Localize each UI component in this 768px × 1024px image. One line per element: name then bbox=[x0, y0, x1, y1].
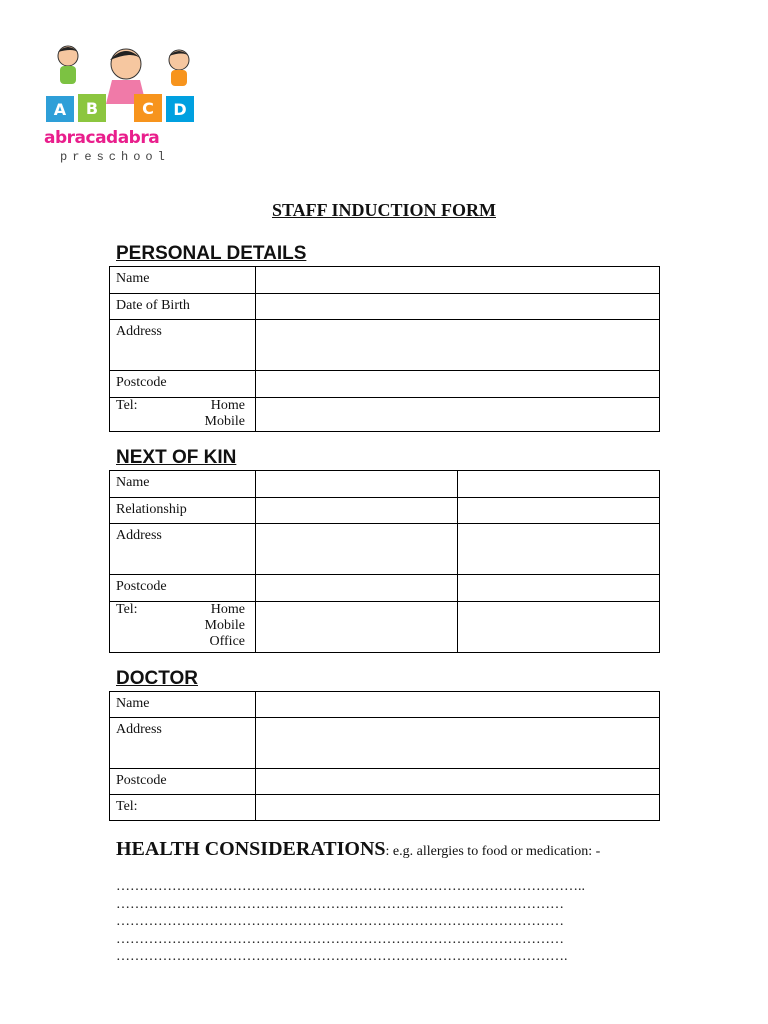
answer-line[interactable]: …………………………………………………………………………………… bbox=[116, 914, 564, 929]
address-label: Address bbox=[110, 320, 256, 371]
tel-label: Tel: bbox=[116, 398, 138, 413]
form-title: STAFF INDUCTION FORM bbox=[272, 200, 496, 220]
personal-details-table bbox=[109, 266, 660, 432]
health-title: HEALTH CONSIDERATIONS bbox=[116, 838, 386, 860]
health-note: : e.g. allergies to food or medication: - bbox=[385, 844, 601, 859]
doctor-postcode-label: Postcode bbox=[110, 769, 256, 795]
tel-field[interactable] bbox=[256, 398, 660, 432]
kin-address-field-1[interactable] bbox=[256, 524, 458, 575]
dob-label: Date of Birth bbox=[110, 294, 256, 320]
mobile-label: Mobile bbox=[204, 414, 245, 429]
kin-tel-label: Tel: bbox=[116, 602, 138, 617]
block-letter: C bbox=[142, 99, 154, 118]
doctor-heading: DOCTOR bbox=[116, 668, 198, 689]
preschool-logo bbox=[42, 42, 202, 167]
kin-postcode-label: Postcode bbox=[110, 575, 256, 602]
kin-name-field-2[interactable] bbox=[458, 471, 660, 498]
doctor-tel-field[interactable] bbox=[256, 795, 660, 821]
home-label: Home bbox=[210, 398, 245, 413]
block-letter: B bbox=[85, 99, 99, 118]
kin-office-label: Office bbox=[209, 634, 245, 649]
answer-line[interactable]: ……………………………………………………………………………………. bbox=[116, 949, 568, 964]
next-of-kin-heading: NEXT OF KIN bbox=[116, 447, 237, 468]
kin-mobile-label: Mobile bbox=[204, 618, 245, 633]
postcode-field[interactable] bbox=[256, 371, 660, 398]
doctor-tel-label: Tel: bbox=[110, 795, 256, 821]
logo-subtitle: preschool bbox=[60, 150, 170, 164]
dob-field[interactable] bbox=[256, 294, 660, 320]
doctor-name-field[interactable] bbox=[256, 692, 660, 718]
doctor-name-label: Name bbox=[110, 692, 256, 718]
kin-postcode-field-1[interactable] bbox=[256, 575, 458, 602]
kin-tel-field-2[interactable] bbox=[458, 602, 660, 653]
kin-postcode-field-2[interactable] bbox=[458, 575, 660, 602]
doctor-postcode-field[interactable] bbox=[256, 769, 660, 795]
next-of-kin-table bbox=[109, 470, 660, 653]
doctor-address-label: Address bbox=[110, 718, 256, 769]
address-field[interactable] bbox=[256, 320, 660, 371]
kin-address-label: Address bbox=[110, 524, 256, 575]
relationship-field-2[interactable] bbox=[458, 498, 660, 524]
answer-line[interactable]: ……………………………………………………………………………………….. bbox=[116, 879, 585, 894]
logo-wordmark: abracadabra bbox=[44, 128, 160, 148]
health-answer-lines[interactable] bbox=[116, 878, 585, 966]
kin-address-field-2[interactable] bbox=[458, 524, 660, 575]
kin-home-label: Home bbox=[210, 602, 245, 617]
answer-line[interactable]: …………………………………………………………………………………… bbox=[116, 931, 564, 947]
kin-tel-label-cell bbox=[110, 602, 256, 653]
kin-tel-field-1[interactable] bbox=[256, 602, 458, 653]
tel-label-cell bbox=[110, 398, 256, 432]
kin-name-field-1[interactable] bbox=[256, 471, 458, 498]
relationship-field-1[interactable] bbox=[256, 498, 458, 524]
personal-details-heading: PERSONAL DETAILS bbox=[116, 243, 307, 264]
kin-name-label: Name bbox=[110, 471, 256, 498]
block-letter: D bbox=[173, 100, 187, 119]
children-illustration bbox=[58, 46, 189, 104]
name-label: Name bbox=[110, 267, 256, 294]
block-letter: A bbox=[53, 100, 67, 119]
health-considerations bbox=[116, 838, 600, 861]
doctor-address-field[interactable] bbox=[256, 718, 660, 769]
doctor-table bbox=[109, 691, 660, 821]
relationship-label: Relationship bbox=[110, 498, 256, 524]
name-field[interactable] bbox=[256, 267, 660, 294]
postcode-label: Postcode bbox=[110, 371, 256, 398]
answer-line[interactable]: …………………………………………………………………………………… bbox=[116, 896, 564, 912]
